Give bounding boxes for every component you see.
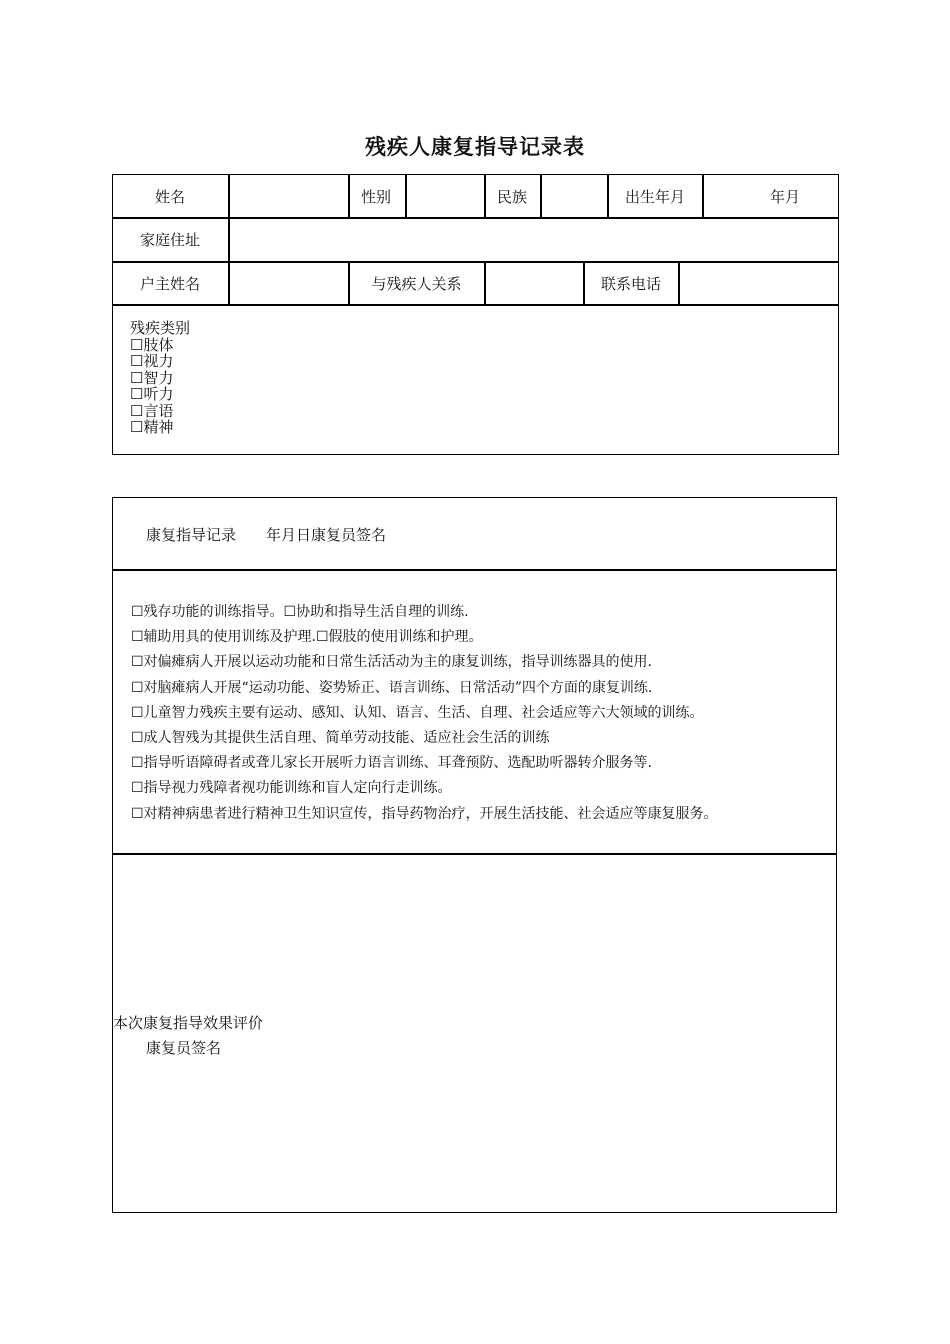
guidance-option[interactable]: ☐辅助用具的使用训练及护理.☐假肢的使用训练和护理。 — [131, 629, 483, 646]
row-divider — [112, 569, 837, 571]
phone-field[interactable] — [679, 262, 838, 304]
col-divider — [702, 174, 704, 218]
evaluation-label: 本次康复指导效果评价 — [113, 1014, 264, 1032]
evaluation-signature-label: 康复员签名 — [146, 1039, 222, 1057]
col-divider — [228, 217, 230, 262]
gender-label: 性别 — [361, 187, 392, 206]
disability-option-speech[interactable]: ☐言语 — [130, 401, 174, 420]
page-title: 残疾人康复指导记录表 — [365, 134, 585, 159]
phone-label: 联系电话 — [600, 274, 661, 293]
address-field[interactable] — [240, 218, 830, 261]
col-divider — [348, 174, 350, 218]
evaluation-section — [113, 1011, 263, 1061]
row-divider — [112, 853, 837, 855]
guidance-options — [131, 600, 718, 827]
birth-label: 出生年月 — [624, 187, 685, 206]
disability-category-label: 残疾类别 — [130, 319, 191, 337]
guidance-option[interactable]: ☐成人智残为其提供生活自理、简单劳动技能、适应社会生活的训练 — [131, 730, 550, 747]
guidance-option[interactable]: ☐指导听语障碍者或聋儿家长开展听力语言训练、耳聋预防、选配助听器转介服务等. — [131, 755, 652, 772]
birth-field[interactable]: 年月 — [770, 187, 801, 206]
guidance-option[interactable]: ☐对精神病患者进行精神卫生知识宣传，指导药物治疗，开展生活技能、社会适应等康复服务。 — [131, 805, 718, 822]
address-label: 家庭住址 — [139, 231, 200, 249]
row-divider — [112, 304, 839, 306]
name-label: 姓名 — [154, 187, 185, 206]
record-header: 康复指导记录 年月日康复员签名 — [146, 525, 387, 544]
gender-field[interactable] — [406, 174, 484, 218]
guidance-option[interactable]: ☐残存功能的训练指导。☐协助和指导生活自理的训练. — [131, 604, 469, 620]
disability-option-intellect[interactable]: ☐智力 — [130, 368, 174, 387]
disability-option-mental[interactable]: ☐精神 — [130, 418, 174, 436]
guidance-option[interactable]: ☐指导视力残障者视功能训练和盲人定向行走训练。 — [131, 780, 452, 797]
disability-option-hearing[interactable]: ☐听力 — [130, 385, 174, 403]
disability-option-limb[interactable]: ☐肢体 — [130, 335, 174, 354]
guidance-option[interactable]: ☐对偏瘫病人开展以运动功能和日常生活活动为主的康复训练，指导训练器具的使用. — [131, 654, 652, 671]
relation-field[interactable] — [485, 262, 583, 304]
householder-label: 户主姓名 — [139, 274, 200, 293]
ethnicity-label: 民族 — [497, 187, 528, 206]
relation-label: 与残疾人关系 — [371, 274, 462, 293]
guidance-option[interactable]: ☐对脑瘫病人开展“运动功能、姿势矫正、语言训练、日常活动”四个方面的康复训练. — [131, 679, 653, 696]
name-field[interactable] — [229, 174, 348, 218]
col-divider — [484, 174, 486, 218]
disability-category-section — [130, 320, 190, 436]
disability-option-vision[interactable]: ☐视力 — [130, 352, 174, 370]
householder-field[interactable] — [229, 262, 348, 304]
ethnicity-field[interactable] — [541, 174, 607, 218]
guidance-option[interactable]: ☐儿童智力残疾主要有运动、感知、认知、语言、生活、自理、社会适应等六大领域的训练。 — [131, 704, 704, 721]
